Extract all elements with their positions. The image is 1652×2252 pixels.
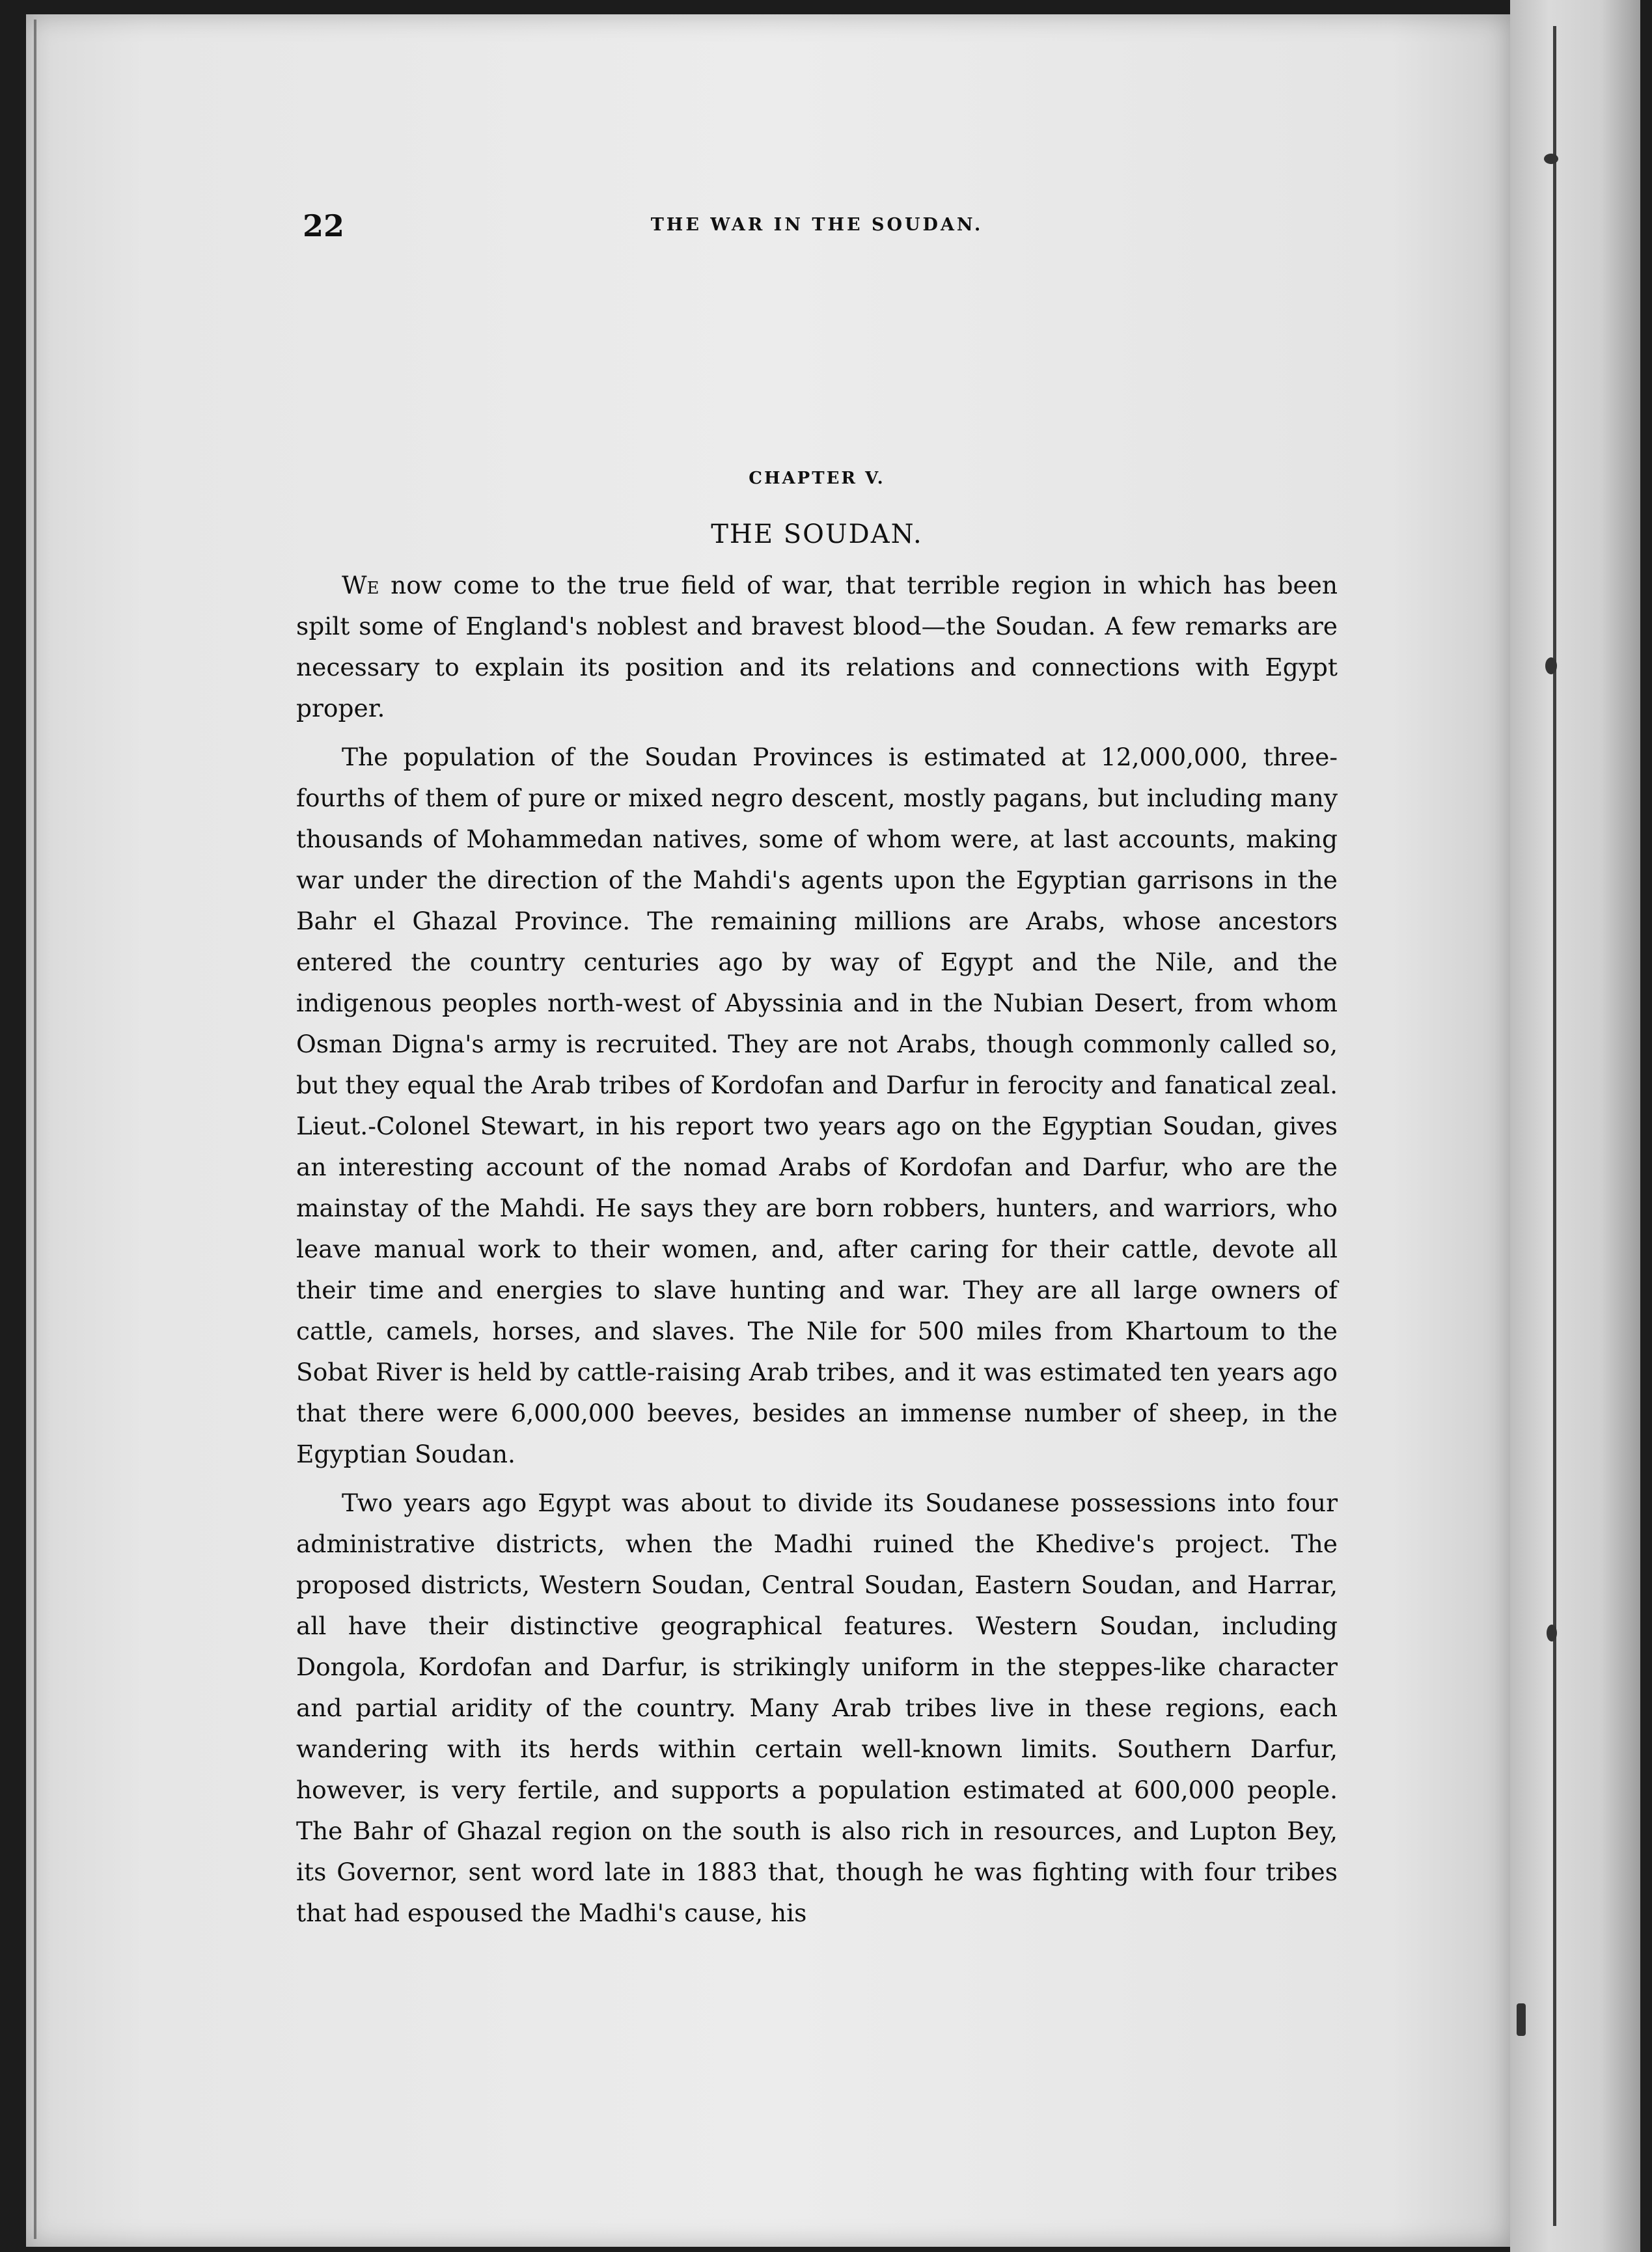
running-head: [296, 195, 1338, 254]
page-number: 22: [303, 208, 345, 243]
paragraph: [296, 565, 1338, 729]
paragraph-text: now come to the true field of war, that terrible region in which has been spilt some of England's noblest and bravest blood—the Soudan. A few remarks are necessary to explain its position and its relations and connections with Egypt proper.: [296, 571, 1338, 722]
body-text: [296, 565, 1338, 1934]
paragraph: The population of the Soudan Provinces is estimated at 12,000,000, three-fourths of them of pure or mixed negro descent, mostly pagans, but including many thousands of Mohammedan natives, some of whom were, at last accounts, making war under the direction of the Mahdi's agents upon the Egyptian garrisons in the Bahr el Ghazal Province. The remaining millions are Arabs, whose ancestors entered the country centuries ago by way of Egypt and the Nile, and the indigenous peoples north-west of Abyssinia and in the Nubian Desert, from whom Osman Digna's army is recruited. They are not Arabs, though commonly called so, but they equal the Arab tribes of Kordofan and Darfur in ferocity and fanatical zeal. Lieut.-Colonel Stewart, in his report two years ago on the Egyptian Soudan, gives an interesting account of the nomad Arabs of Kordofan and Darfur, who are the mainstay of the Mahdi. He says they are born robbers, hunters, and warriors, who leave manual work to their women, and, after caring for their cattle, devote all their time and energies to slave hunting and war. They are all large owners of cattle, camels, horses, and slaves. The Nile for 500 miles from Khartoum to the Sobat River is held by cattle-raising Arab tribes, and it was estimated ten years ago that there were 6,000,000 beeves, besides an immense number of sheep, in the Egyptian Soudan.: [296, 743, 1338, 1468]
scan-blemish: [1517, 2003, 1526, 2036]
scan-blemish: [1545, 657, 1557, 674]
left-page-edge-line: [34, 20, 36, 2239]
paragraph-lead-word: We: [342, 571, 379, 599]
facing-page-edge: [1510, 0, 1640, 2252]
chapter-label: CHAPTER V.: [749, 469, 885, 488]
paragraph: Two years ago Egypt was about to divide its Soudanese possessions into four administrative districts, when the Madhi ruined the Khedive's project. The proposed districts, Western Soudan, Central Soudan, Eastern Soudan, and Harrar, all have their distinctive geographical features. Western Soudan, including Dongola, Kordofan and Darfur, is strikingly uniform in the steppes-like character and partial aridity of the country. Many Arab tribes live in these regions, each wandering with its herds within certain well-known limits. Southern Darfur, however, is very fertile, and supports a population estimated at 600,000 people. The Bahr of Ghazal region on the south is also rich in resources, and Lupton Bey, its Governor, sent word late in 1883 that, though he was fighting with four tribes that had espoused the Madhi's cause, his: [296, 1489, 1338, 1927]
running-title: THE WAR IN THE SOUDAN.: [650, 215, 984, 235]
binding-edge-line: [1553, 26, 1556, 2226]
scan-blemish: [1547, 1625, 1557, 1641]
page-content: [296, 195, 1338, 1942]
scan-blemish: [1544, 154, 1558, 164]
chapter-title: THE SOUDAN.: [711, 519, 923, 549]
